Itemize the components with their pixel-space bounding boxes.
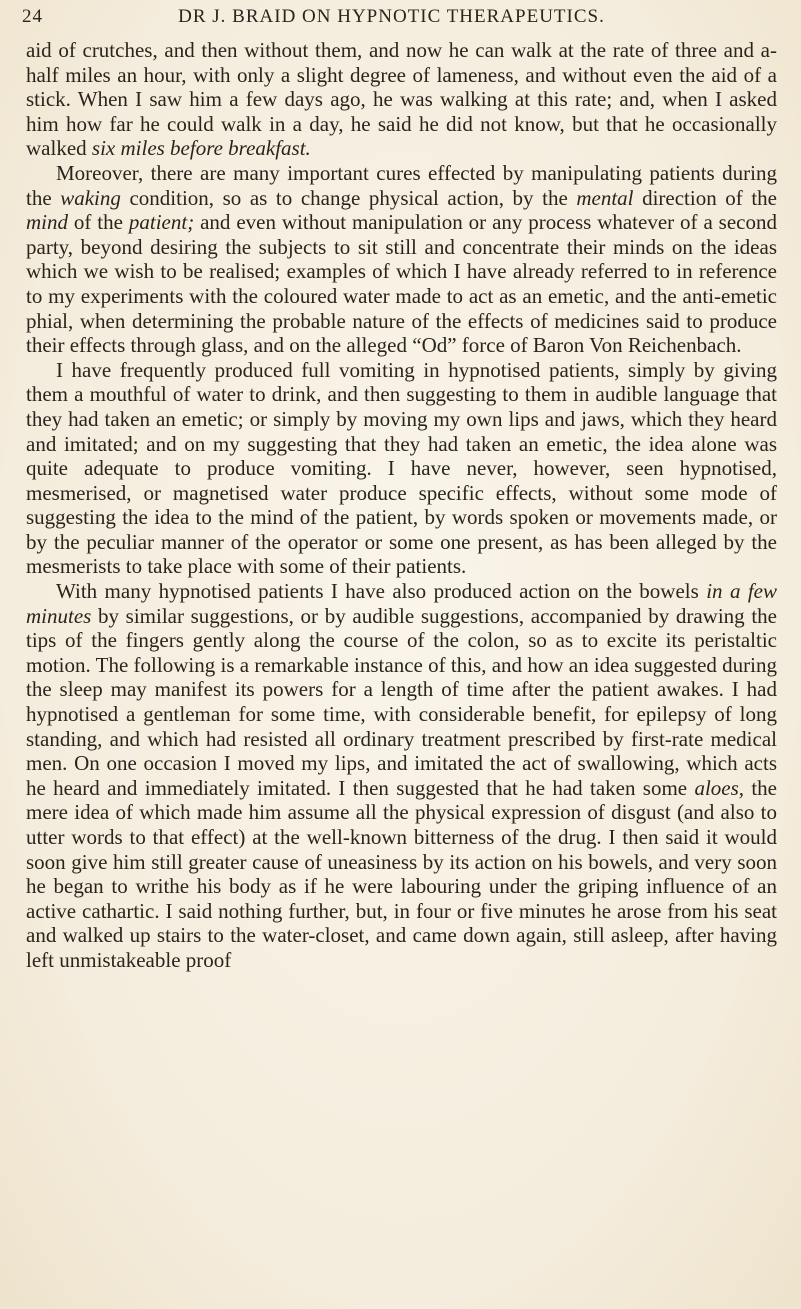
paragraph-text: direction of the bbox=[633, 185, 777, 210]
page-number: 24 bbox=[22, 6, 43, 27]
paragraph bbox=[26, 358, 777, 579]
running-head bbox=[22, 6, 761, 32]
italic-text: mental bbox=[576, 185, 634, 210]
paragraph bbox=[26, 579, 777, 973]
italic-text: six miles before breakfast. bbox=[91, 136, 311, 161]
italic-text: mind bbox=[26, 210, 68, 235]
paragraph-text: aid of crutches, and then without them, and now he can walk at the rate of three and a-half miles an hour, with only a slight degree of lameness, and without even the aid of a stick. When I saw him a few days ago, he was walking at this rate; and, when I asked him how far he could walk in a day, he said he did not know, but that he occasionally walked bbox=[26, 38, 777, 161]
paragraph-text: and even without manipulation or any process whatever of a second party, beyond desiring the subjects to sit still and concentrate their minds on the ideas which we wish to be realised; examples of which I have already referred to in reference to my experiments with the coloured water made to act as an emetic, and the anti-emetic phial, when determining the probable nature of the effects of medicines said to produce their effects through glass, and on the alleged “Od” force of Baron Von Reichenbach. bbox=[26, 210, 777, 358]
paragraph-text: I have frequently produced full vomiting in hypnotised patients, simply by giving them a mouthful of water to drink, and then suggesting to them in audible language that they had taken an emetic; or simply by moving my own lips and jaws, which they heard and imitated; and on my suggesting that they had taken an emetic, the idea alone was quite adequate to produce vomiting. I have never, however, seen hypnotised, mesmerised, or magnetised water produce specific effects, without some mode of suggesting the idea to the mind of the patient, by words spoken or movements made, or by the peculiar manner of the operator or some one present, as has been alleged by the mesmerists to take place with some of their patients. bbox=[26, 357, 777, 579]
body-text bbox=[26, 38, 777, 973]
paragraph bbox=[26, 38, 777, 161]
italic-text: aloes, bbox=[694, 775, 745, 800]
paragraph-text: by similar suggestions, or by audible suggestions, accompanied by drawing the tips of the fingers gently along the course of the colon, so as to excite its peristaltic motion. The following is a remarkable instance of this, and how an idea suggested during the sleep may manifest its powers for a length of time after the patient awakes. I had hypnotised a gentleman for some time, with considerable benefit, for epilepsy of long standing, and which had resisted all ordinary treatment prescribed by first-rate medical men. On one occasion I moved my lips, and imitated the act of swallowing, which acts he heard and immediately imitated. I then suggested that he had taken some bbox=[26, 603, 777, 800]
italic-text: patient; bbox=[128, 210, 195, 235]
running-title: DR J. BRAID ON HYPNOTIC THERAPEUTICS. bbox=[178, 6, 605, 27]
italic-text: in a few minutes bbox=[26, 579, 778, 628]
italic-text: waking bbox=[60, 185, 121, 210]
paragraph-text: the mere idea of which made him assume all the physical expression of disgust (and also to utter words to that effect) at the well-known bitterness of the drug. I then said it would soon give him still greater cause of uneasiness by its action on his bowels, and very soon he began to writhe his body as if he were labouring under the griping influence of an active cathartic. I said nothing further, but, in four or five minutes he arose from his seat and walked up stairs to the water-closet, and came down again, still asleep, after having left unmistakeable proof bbox=[26, 775, 777, 972]
paragraph-text: With many hypnotised patients I have also produced action on the bowels bbox=[56, 579, 707, 604]
paragraph-text: Moreover, there are many important cures effected by manipulating patients during the bbox=[26, 160, 777, 210]
paragraph-text: of the bbox=[68, 210, 129, 235]
paragraph-text: condition, so as to change physical action, by the bbox=[120, 185, 577, 210]
paragraph bbox=[26, 161, 777, 358]
